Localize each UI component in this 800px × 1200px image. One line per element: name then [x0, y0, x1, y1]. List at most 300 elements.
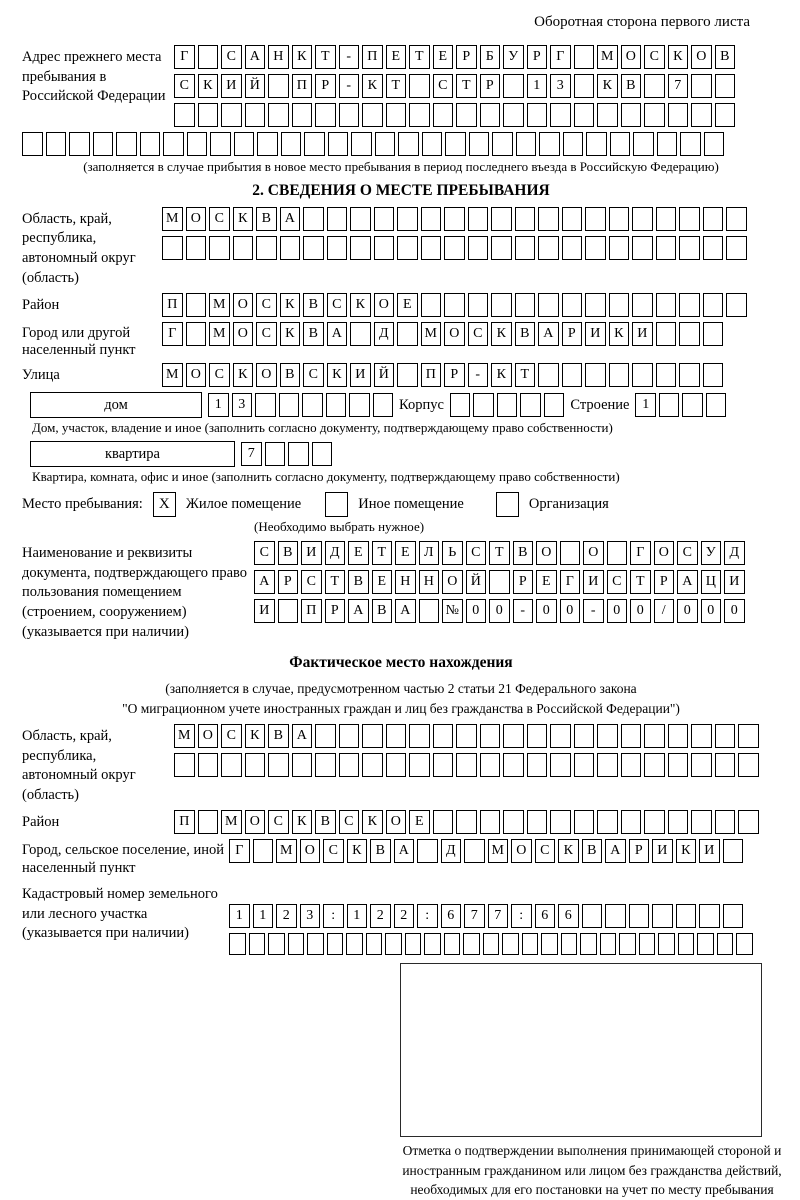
char-box[interactable]: 3 — [550, 74, 571, 98]
char-box[interactable]: 2 — [394, 904, 415, 928]
char-box[interactable] — [163, 132, 184, 156]
char-box[interactable]: С — [256, 293, 277, 317]
char-box[interactable] — [562, 236, 583, 260]
char-box[interactable] — [723, 904, 744, 928]
char-box[interactable] — [312, 442, 333, 466]
char-box[interactable] — [668, 724, 689, 748]
char-box[interactable] — [704, 132, 725, 156]
char-box[interactable]: К — [676, 839, 697, 863]
char-box[interactable] — [292, 103, 313, 127]
char-box[interactable]: И — [583, 570, 604, 594]
char-box[interactable] — [726, 293, 747, 317]
char-box[interactable]: С — [339, 810, 360, 834]
char-box[interactable] — [256, 236, 277, 260]
char-box[interactable] — [362, 724, 383, 748]
char-box[interactable]: Т — [315, 45, 336, 69]
char-box[interactable]: Р — [325, 599, 346, 623]
char-box[interactable]: О — [300, 839, 321, 863]
char-box[interactable] — [691, 810, 712, 834]
char-box[interactable] — [609, 207, 630, 231]
char-box[interactable] — [600, 933, 617, 955]
char-box[interactable] — [562, 207, 583, 231]
char-box[interactable] — [538, 207, 559, 231]
char-box[interactable] — [503, 724, 524, 748]
char-box[interactable] — [186, 322, 207, 346]
char-box[interactable]: Г — [560, 570, 581, 594]
char-box[interactable] — [468, 236, 489, 260]
char-box[interactable] — [409, 724, 430, 748]
char-box[interactable] — [621, 103, 642, 127]
char-box[interactable] — [679, 293, 700, 317]
char-box[interactable] — [644, 103, 665, 127]
char-box[interactable]: П — [162, 293, 183, 317]
char-box[interactable] — [433, 724, 454, 748]
char-box[interactable] — [373, 393, 394, 417]
char-box[interactable] — [703, 322, 724, 346]
char-box[interactable] — [715, 810, 736, 834]
char-box[interactable]: В — [303, 293, 324, 317]
char-box[interactable]: С — [174, 74, 195, 98]
char-box[interactable]: 1 — [635, 393, 656, 417]
char-box[interactable] — [703, 293, 724, 317]
char-box[interactable] — [668, 103, 689, 127]
char-box[interactable]: К — [233, 207, 254, 231]
char-box[interactable] — [691, 103, 712, 127]
char-box[interactable] — [644, 74, 665, 98]
char-box[interactable]: Р — [456, 45, 477, 69]
char-box[interactable] — [550, 753, 571, 777]
char-box[interactable] — [715, 103, 736, 127]
char-box[interactable]: Н — [419, 570, 440, 594]
char-box[interactable] — [433, 810, 454, 834]
char-box[interactable] — [198, 810, 219, 834]
char-box[interactable]: Е — [536, 570, 557, 594]
char-box[interactable] — [639, 933, 656, 955]
char-box[interactable]: - — [339, 45, 360, 69]
char-box[interactable]: Д — [441, 839, 462, 863]
char-box[interactable] — [656, 207, 677, 231]
char-box[interactable]: № — [442, 599, 463, 623]
char-box[interactable]: Р — [654, 570, 675, 594]
char-box[interactable] — [632, 363, 653, 387]
char-box[interactable] — [328, 132, 349, 156]
char-box[interactable]: Е — [386, 45, 407, 69]
char-box[interactable]: М — [174, 724, 195, 748]
char-box[interactable]: 6 — [441, 904, 462, 928]
char-box[interactable] — [585, 236, 606, 260]
char-box[interactable]: Р — [527, 45, 548, 69]
char-box[interactable] — [632, 236, 653, 260]
char-box[interactable] — [539, 132, 560, 156]
char-box[interactable]: В — [348, 570, 369, 594]
char-box[interactable] — [268, 74, 289, 98]
char-box[interactable] — [366, 933, 383, 955]
char-box[interactable]: 1 — [527, 74, 548, 98]
char-box[interactable] — [245, 103, 266, 127]
char-box[interactable] — [473, 393, 494, 417]
char-box[interactable] — [541, 933, 558, 955]
char-box[interactable]: И — [632, 322, 653, 346]
char-box[interactable] — [350, 207, 371, 231]
char-box[interactable] — [450, 393, 471, 417]
char-box[interactable]: 0 — [466, 599, 487, 623]
char-box[interactable]: А — [254, 570, 275, 594]
char-box[interactable]: : — [323, 904, 344, 928]
char-box[interactable]: И — [585, 322, 606, 346]
char-box[interactable]: 0 — [677, 599, 698, 623]
char-box[interactable]: Д — [374, 322, 395, 346]
char-box[interactable]: У — [503, 45, 524, 69]
char-box[interactable] — [187, 132, 208, 156]
char-box[interactable]: Й — [245, 74, 266, 98]
char-box[interactable] — [738, 724, 759, 748]
char-box[interactable] — [315, 103, 336, 127]
char-box[interactable]: Б — [480, 45, 501, 69]
char-box[interactable] — [621, 724, 642, 748]
char-box[interactable] — [303, 236, 324, 260]
char-box[interactable]: М — [209, 293, 230, 317]
char-box[interactable]: Р — [480, 74, 501, 98]
char-box[interactable]: 0 — [536, 599, 557, 623]
char-box[interactable] — [715, 753, 736, 777]
char-box[interactable]: С — [327, 293, 348, 317]
char-box[interactable] — [652, 904, 673, 928]
char-box[interactable]: К — [233, 363, 254, 387]
char-box[interactable] — [444, 207, 465, 231]
char-box[interactable]: К — [198, 74, 219, 98]
char-box[interactable]: С — [268, 810, 289, 834]
char-box[interactable] — [351, 132, 372, 156]
char-box[interactable] — [281, 132, 302, 156]
char-box[interactable] — [736, 933, 753, 955]
char-box[interactable] — [560, 541, 581, 565]
char-box[interactable] — [339, 753, 360, 777]
char-box[interactable] — [327, 933, 344, 955]
char-box[interactable]: Р — [315, 74, 336, 98]
char-box[interactable]: В — [621, 74, 642, 98]
char-box[interactable]: И — [221, 74, 242, 98]
char-box[interactable] — [597, 724, 618, 748]
char-box[interactable] — [703, 363, 724, 387]
char-box[interactable] — [515, 207, 536, 231]
char-box[interactable]: О — [198, 724, 219, 748]
char-box[interactable] — [140, 132, 161, 156]
char-box[interactable] — [362, 753, 383, 777]
char-box[interactable] — [397, 363, 418, 387]
char-box[interactable]: 1 — [208, 393, 229, 417]
char-box[interactable]: С — [433, 74, 454, 98]
char-box[interactable] — [198, 753, 219, 777]
char-box[interactable]: 7 — [464, 904, 485, 928]
char-box[interactable] — [174, 753, 195, 777]
char-box[interactable] — [480, 810, 501, 834]
char-box[interactable] — [288, 933, 305, 955]
char-box[interactable]: Й — [466, 570, 487, 594]
char-box[interactable] — [574, 103, 595, 127]
char-box[interactable]: А — [245, 45, 266, 69]
char-box[interactable]: М — [209, 322, 230, 346]
char-box[interactable] — [619, 933, 636, 955]
char-box[interactable]: П — [301, 599, 322, 623]
char-box[interactable] — [503, 103, 524, 127]
char-box[interactable] — [492, 132, 513, 156]
char-box[interactable]: К — [558, 839, 579, 863]
char-box[interactable]: И — [301, 541, 322, 565]
char-box[interactable] — [398, 132, 419, 156]
char-box[interactable]: Т — [409, 45, 430, 69]
char-box[interactable] — [644, 810, 665, 834]
char-box[interactable] — [480, 753, 501, 777]
char-box[interactable] — [326, 393, 347, 417]
char-box[interactable] — [585, 207, 606, 231]
char-box[interactable]: К — [245, 724, 266, 748]
organizatsiya-checkbox[interactable] — [496, 492, 519, 517]
char-box[interactable] — [621, 810, 642, 834]
char-box[interactable] — [397, 322, 418, 346]
char-box[interactable] — [561, 933, 578, 955]
char-box[interactable]: М — [221, 810, 242, 834]
char-box[interactable]: А — [394, 839, 415, 863]
char-box[interactable]: П — [421, 363, 442, 387]
char-box[interactable] — [644, 753, 665, 777]
char-box[interactable] — [574, 74, 595, 98]
char-box[interactable]: С — [468, 322, 489, 346]
char-box[interactable] — [268, 753, 289, 777]
char-box[interactable] — [315, 724, 336, 748]
char-box[interactable]: Е — [409, 810, 430, 834]
char-box[interactable] — [444, 933, 461, 955]
char-box[interactable]: О — [621, 45, 642, 69]
char-box[interactable] — [483, 933, 500, 955]
char-box[interactable] — [691, 753, 712, 777]
char-box[interactable] — [574, 724, 595, 748]
char-box[interactable] — [198, 45, 219, 69]
char-box[interactable]: С — [209, 207, 230, 231]
char-box[interactable]: Е — [372, 570, 393, 594]
char-box[interactable] — [503, 810, 524, 834]
char-box[interactable]: Н — [268, 45, 289, 69]
char-box[interactable]: А — [677, 570, 698, 594]
char-box[interactable]: М — [162, 207, 183, 231]
char-box[interactable] — [433, 103, 454, 127]
char-box[interactable]: К — [350, 293, 371, 317]
char-box[interactable]: Д — [325, 541, 346, 565]
char-box[interactable] — [424, 933, 441, 955]
char-box[interactable] — [717, 933, 734, 955]
char-box[interactable]: К — [609, 322, 630, 346]
char-box[interactable] — [350, 322, 371, 346]
char-box[interactable] — [174, 103, 195, 127]
char-box[interactable]: О — [444, 322, 465, 346]
char-box[interactable] — [715, 724, 736, 748]
char-box[interactable]: - — [513, 599, 534, 623]
char-box[interactable]: С — [644, 45, 665, 69]
char-box[interactable] — [468, 207, 489, 231]
char-box[interactable] — [405, 933, 422, 955]
char-box[interactable]: О — [233, 293, 254, 317]
char-box[interactable] — [516, 132, 537, 156]
char-box[interactable]: - — [468, 363, 489, 387]
char-box[interactable] — [253, 839, 274, 863]
char-box[interactable]: А — [280, 207, 301, 231]
char-box[interactable]: П — [362, 45, 383, 69]
char-box[interactable] — [527, 724, 548, 748]
char-box[interactable] — [221, 103, 242, 127]
char-box[interactable] — [249, 933, 266, 955]
char-box[interactable]: 7 — [241, 442, 262, 466]
zhiloe-checkbox[interactable]: X — [153, 492, 176, 517]
char-box[interactable] — [605, 904, 626, 928]
char-box[interactable] — [723, 839, 744, 863]
char-box[interactable] — [580, 933, 597, 955]
char-box[interactable] — [480, 103, 501, 127]
char-box[interactable] — [632, 207, 653, 231]
char-box[interactable]: 0 — [607, 599, 628, 623]
char-box[interactable] — [445, 132, 466, 156]
char-box[interactable] — [502, 933, 519, 955]
char-box[interactable] — [257, 132, 278, 156]
char-box[interactable]: С — [535, 839, 556, 863]
char-box[interactable]: А — [395, 599, 416, 623]
char-box[interactable] — [657, 132, 678, 156]
char-box[interactable] — [597, 810, 618, 834]
char-box[interactable] — [419, 599, 440, 623]
char-box[interactable]: О — [233, 322, 254, 346]
char-box[interactable] — [346, 933, 363, 955]
char-box[interactable] — [538, 236, 559, 260]
char-box[interactable]: К — [362, 810, 383, 834]
char-box[interactable]: А — [538, 322, 559, 346]
char-box[interactable]: И — [699, 839, 720, 863]
char-box[interactable]: А — [348, 599, 369, 623]
char-box[interactable] — [221, 753, 242, 777]
char-box[interactable] — [69, 132, 90, 156]
char-box[interactable] — [268, 103, 289, 127]
char-box[interactable]: : — [417, 904, 438, 928]
char-box[interactable] — [385, 933, 402, 955]
char-box[interactable] — [644, 724, 665, 748]
char-box[interactable] — [288, 442, 309, 466]
char-box[interactable]: Т — [489, 541, 510, 565]
char-box[interactable] — [538, 363, 559, 387]
char-box[interactable]: Л — [419, 541, 440, 565]
char-box[interactable] — [676, 904, 697, 928]
char-box[interactable] — [468, 293, 489, 317]
char-box[interactable] — [409, 103, 430, 127]
char-box[interactable] — [585, 363, 606, 387]
char-box[interactable] — [610, 132, 631, 156]
char-box[interactable] — [421, 293, 442, 317]
char-box[interactable]: 3 — [300, 904, 321, 928]
char-box[interactable]: Й — [374, 363, 395, 387]
char-box[interactable]: И — [254, 599, 275, 623]
char-box[interactable] — [563, 132, 584, 156]
char-box[interactable]: П — [292, 74, 313, 98]
char-box[interactable] — [726, 236, 747, 260]
char-box[interactable] — [456, 103, 477, 127]
char-box[interactable] — [489, 570, 510, 594]
char-box[interactable]: К — [327, 363, 348, 387]
char-box[interactable] — [609, 293, 630, 317]
char-box[interactable] — [738, 753, 759, 777]
char-box[interactable] — [265, 442, 286, 466]
char-box[interactable]: 1 — [347, 904, 368, 928]
char-box[interactable] — [234, 132, 255, 156]
char-box[interactable] — [629, 904, 650, 928]
char-box[interactable]: Е — [395, 541, 416, 565]
char-box[interactable]: В — [268, 724, 289, 748]
char-box[interactable]: 1 — [253, 904, 274, 928]
char-box[interactable]: С — [256, 322, 277, 346]
char-box[interactable]: С — [323, 839, 344, 863]
char-box[interactable] — [327, 207, 348, 231]
char-box[interactable]: Д — [724, 541, 745, 565]
char-box[interactable] — [315, 753, 336, 777]
char-box[interactable]: П — [174, 810, 195, 834]
char-box[interactable] — [463, 933, 480, 955]
char-box[interactable]: В — [515, 322, 536, 346]
char-box[interactable]: Н — [395, 570, 416, 594]
char-box[interactable]: О — [442, 570, 463, 594]
char-box[interactable] — [233, 236, 254, 260]
char-box[interactable] — [544, 393, 565, 417]
char-box[interactable]: В — [715, 45, 736, 69]
char-box[interactable] — [679, 322, 700, 346]
char-box[interactable] — [682, 393, 703, 417]
char-box[interactable] — [497, 393, 518, 417]
char-box[interactable]: О — [374, 293, 395, 317]
char-box[interactable]: О — [256, 363, 277, 387]
char-box[interactable]: Ц — [701, 570, 722, 594]
char-box[interactable] — [633, 132, 654, 156]
char-box[interactable] — [550, 103, 571, 127]
char-box[interactable] — [464, 839, 485, 863]
char-box[interactable]: Р — [629, 839, 650, 863]
char-box[interactable]: 0 — [489, 599, 510, 623]
char-box[interactable]: 3 — [232, 393, 253, 417]
char-box[interactable] — [433, 753, 454, 777]
char-box[interactable]: В — [582, 839, 603, 863]
char-box[interactable] — [706, 393, 727, 417]
char-box[interactable] — [421, 236, 442, 260]
char-box[interactable]: К — [292, 810, 313, 834]
char-box[interactable]: К — [292, 45, 313, 69]
char-box[interactable] — [656, 236, 677, 260]
char-box[interactable]: К — [491, 363, 512, 387]
char-box[interactable] — [703, 207, 724, 231]
char-box[interactable] — [527, 810, 548, 834]
char-box[interactable]: Г — [630, 541, 651, 565]
char-box[interactable]: В — [370, 839, 391, 863]
char-box[interactable] — [609, 363, 630, 387]
char-box[interactable] — [339, 724, 360, 748]
char-box[interactable] — [417, 839, 438, 863]
char-box[interactable] — [255, 393, 276, 417]
char-box[interactable]: В — [280, 363, 301, 387]
char-box[interactable] — [374, 236, 395, 260]
char-box[interactable] — [386, 753, 407, 777]
char-box[interactable] — [198, 103, 219, 127]
char-box[interactable] — [22, 132, 43, 156]
char-box[interactable]: 6 — [558, 904, 579, 928]
char-box[interactable]: О — [245, 810, 266, 834]
char-box[interactable] — [691, 724, 712, 748]
char-box[interactable]: О — [583, 541, 604, 565]
char-box[interactable]: Р — [562, 322, 583, 346]
char-box[interactable] — [668, 810, 689, 834]
char-box[interactable]: 0 — [630, 599, 651, 623]
char-box[interactable] — [349, 393, 370, 417]
